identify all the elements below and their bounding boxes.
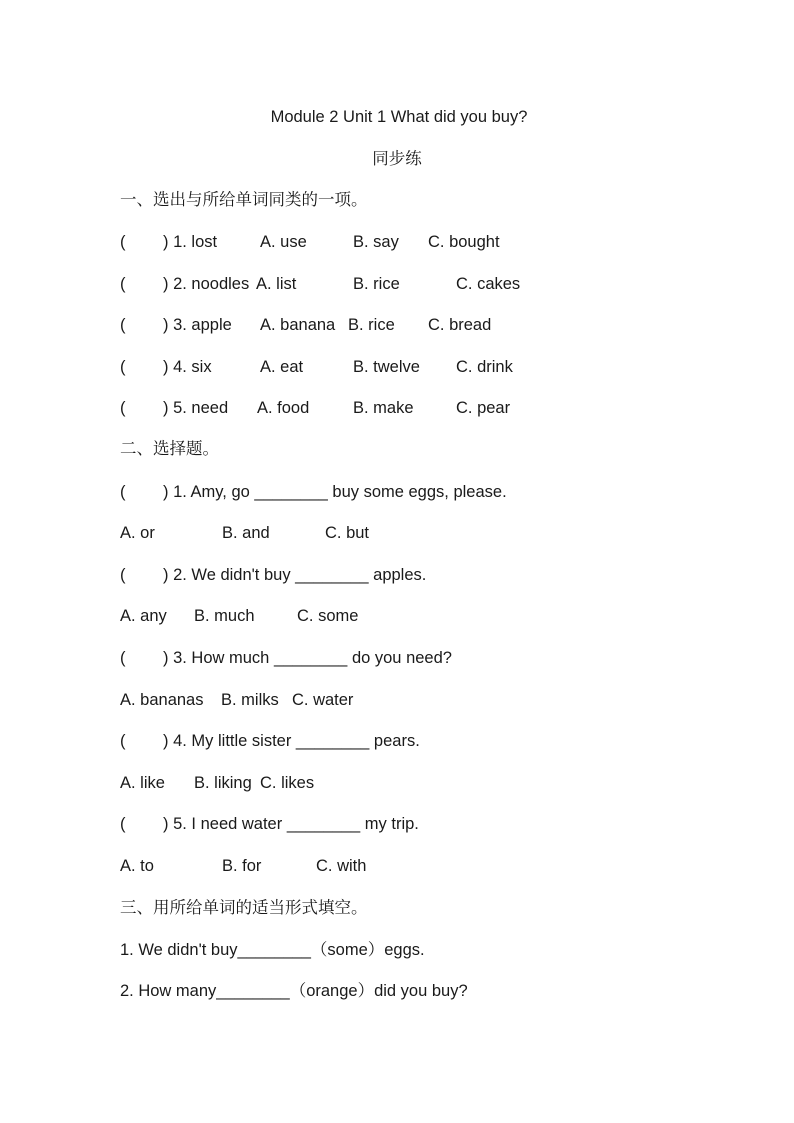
answer-bracket: ( bbox=[120, 815, 126, 833]
answer-bracket: ( bbox=[120, 732, 126, 750]
fill-in-question: 2. How many________（orange）did you buy? bbox=[120, 982, 468, 1000]
fill-in-question: 1. We didn't buy________（some）eggs. bbox=[120, 941, 425, 959]
option-b: B. milks bbox=[221, 691, 279, 709]
option-a: A. use bbox=[260, 233, 307, 251]
question-word: ) 1. lost bbox=[163, 233, 218, 251]
section-2-heading: 二、选择题。 bbox=[120, 440, 219, 458]
section-3-heading: 三、用所给单词的适当形式填空。 bbox=[120, 899, 368, 917]
question-text: ) 1. Amy, go ________ buy some eggs, please. bbox=[163, 483, 507, 501]
page-subtitle: 同步练 bbox=[372, 150, 422, 168]
answer-bracket: ( bbox=[120, 483, 126, 501]
answer-bracket: ( bbox=[120, 649, 126, 667]
option-c: C. bread bbox=[428, 316, 492, 334]
question-text: ) 2. We didn't buy ________ apples. bbox=[163, 566, 427, 584]
option-c: C. likes bbox=[260, 774, 315, 792]
option-c: C. water bbox=[292, 691, 354, 709]
option-a: A. or bbox=[120, 524, 155, 542]
option-c: C. cakes bbox=[456, 275, 521, 293]
option-b: B. make bbox=[353, 399, 414, 417]
option-a: A. banana bbox=[260, 316, 336, 334]
page-title: Module 2 Unit 1 What did you buy? bbox=[270, 108, 528, 126]
option-b: B. say bbox=[353, 233, 399, 251]
option-b: B. rice bbox=[348, 316, 395, 334]
option-a: A. any bbox=[120, 607, 167, 625]
question-word: ) 4. six bbox=[163, 358, 212, 376]
option-c: C. bought bbox=[428, 233, 500, 251]
option-b: B. rice bbox=[353, 275, 400, 293]
option-a: A. food bbox=[257, 399, 310, 417]
answer-bracket: ( bbox=[120, 233, 126, 251]
option-a: A. like bbox=[120, 774, 165, 792]
option-b: B. and bbox=[222, 524, 270, 542]
option-a: A. bananas bbox=[120, 691, 204, 709]
option-c: C. some bbox=[297, 607, 359, 625]
option-b: B. liking bbox=[194, 774, 252, 792]
question-word: ) 2. noodles bbox=[163, 275, 250, 293]
option-a: A. eat bbox=[260, 358, 304, 376]
option-b: B. much bbox=[194, 607, 255, 625]
answer-bracket: ( bbox=[120, 399, 126, 417]
option-c: C. but bbox=[325, 524, 370, 542]
option-b: B. twelve bbox=[353, 358, 420, 376]
option-b: B. for bbox=[222, 857, 262, 875]
option-c: C. with bbox=[316, 857, 367, 875]
option-a: A. list bbox=[256, 275, 297, 293]
question-text: ) 4. My little sister ________ pears. bbox=[163, 732, 420, 750]
question-word: ) 5. need bbox=[163, 399, 229, 417]
answer-bracket: ( bbox=[120, 275, 126, 293]
question-text: ) 3. How much ________ do you need? bbox=[163, 649, 452, 667]
option-c: C. drink bbox=[456, 358, 513, 376]
question-word: ) 3. apple bbox=[163, 316, 232, 334]
answer-bracket: ( bbox=[120, 358, 126, 376]
question-text: ) 5. I need water ________ my trip. bbox=[163, 815, 419, 833]
answer-bracket: ( bbox=[120, 316, 126, 334]
option-c: C. pear bbox=[456, 399, 511, 417]
option-a: A. to bbox=[120, 857, 154, 875]
answer-bracket: ( bbox=[120, 566, 126, 584]
section-1-heading: 一、选出与所给单词同类的一项。 bbox=[120, 191, 368, 209]
